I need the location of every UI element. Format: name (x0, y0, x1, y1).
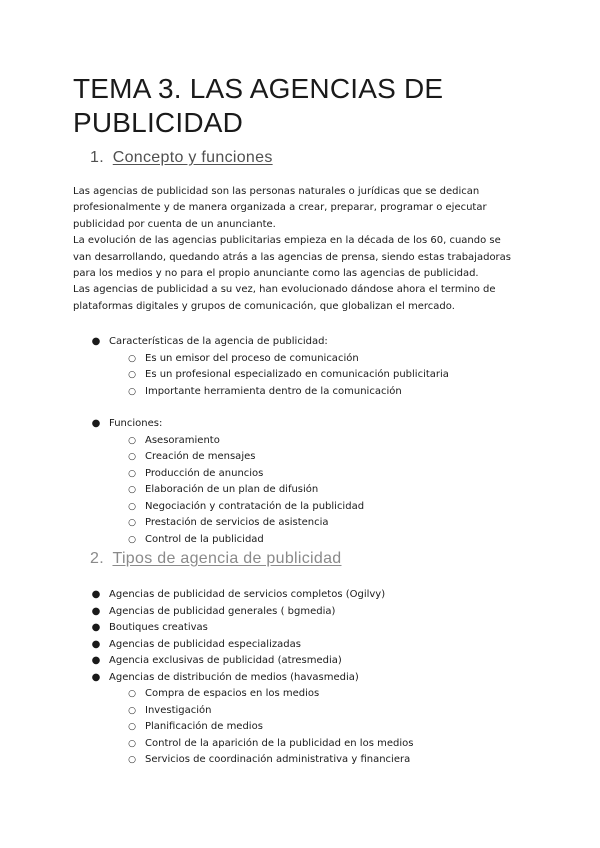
list-item (128, 686, 413, 703)
bullet-icon: ● (91, 655, 101, 666)
hollow-bullet-icon: ○ (128, 501, 136, 512)
intro-text (73, 184, 511, 315)
list-item (91, 416, 364, 433)
bullet-icon: ● (91, 336, 101, 347)
list-item-label: Producción de anuncios (145, 467, 264, 479)
hollow-bullet-icon: ○ (128, 370, 136, 380)
list-item-label: Control de la aparición de la publicidad en los medios (145, 737, 414, 749)
list-item-label: Boutiques creativas (109, 622, 208, 633)
list-item-label: Agencias de distribución de medios (havasmedia) (109, 671, 359, 683)
section-number: 1. (90, 149, 104, 166)
bullet-icon: ● (91, 605, 101, 617)
list-item-label: Funciones: (109, 418, 163, 429)
list-item-label: Agencias de publicidad generales ( bgmedia) (109, 605, 336, 617)
hollow-bullet-icon: ○ (128, 435, 136, 446)
list-item-label: Creación de mensajes (145, 451, 256, 462)
hollow-bullet-icon: ○ (128, 386, 136, 397)
list-item (91, 653, 413, 670)
list-item (128, 752, 413, 769)
list-item-label: Asesoramiento (145, 434, 220, 446)
list-item-label: Es un emisor del proceso de comunicación (145, 352, 359, 364)
bullet-icon: ● (91, 638, 101, 650)
list-item (91, 334, 449, 351)
hollow-bullet-icon: ○ (128, 452, 136, 462)
list-item (128, 703, 413, 720)
list-item (128, 736, 414, 753)
list-item-label: Agencias de publicidad especializadas (109, 638, 301, 650)
list-item-label: Agencias de publicidad de servicios completos (Ogilvy) (109, 589, 386, 600)
hollow-bullet-icon: ○ (128, 738, 136, 749)
list-item (91, 587, 413, 604)
distribucion-sublist (109, 686, 413, 769)
hollow-bullet-icon: ○ (128, 485, 136, 495)
section-heading-1 (90, 148, 273, 168)
list-item (128, 719, 413, 736)
hollow-bullet-icon: ○ (128, 534, 136, 545)
list-item (91, 604, 413, 621)
funciones-sublist (109, 433, 364, 549)
bullet-icon: ● (91, 622, 101, 633)
list-item (91, 620, 413, 637)
list-item (91, 637, 413, 654)
list-item-label: Es un profesional especializado en comunicación publicitaria (145, 369, 449, 380)
list-item-label: Prestación de servicios de asistencia (145, 517, 329, 528)
list-item-label: Servicios de coordinación administrativa y financiera (145, 754, 411, 765)
list-item (128, 499, 365, 516)
page-title: TEMA 3. LAS AGENCIAS DE PUBLICIDAD (73, 73, 444, 138)
hollow-bullet-icon: ○ (128, 518, 136, 528)
list-item (128, 482, 364, 499)
list-item-label: Importante herramienta dentro de la comunicación (145, 385, 402, 397)
list-item-label: Investigación (145, 704, 212, 716)
intro-paragraph: Las agencias de publicidad a su vez, han evolucionado dándose ahora el termino de plataformas digitales y grupos de comunicación, que globalizan el mercado. (73, 284, 496, 312)
funciones-list (91, 416, 365, 548)
bullet-icon: ● (91, 589, 101, 600)
section-title: Concepto y funciones (112, 149, 273, 166)
list-item-label: Características de la agencia de publicidad: (109, 336, 328, 347)
list-item (128, 384, 449, 401)
section-heading-2 (90, 549, 341, 569)
section-title: Tipos de agencia de publicidad (112, 550, 342, 567)
hollow-bullet-icon: ○ (128, 722, 136, 732)
hollow-bullet-icon: ○ (128, 689, 136, 699)
list-item (128, 515, 364, 532)
list-item (128, 532, 364, 549)
list-item-label: Planificación de medios (145, 721, 263, 732)
tipos-list (91, 587, 414, 769)
intro-paragraph: Las agencias de publicidad son las personas naturales o jurídicas que se dedican profesionalmente y de manera organizada a crear, preparar, programar o ejecutar publicidad por cuenta de un anunciante. (73, 186, 487, 230)
bullet-icon: ● (91, 671, 101, 683)
caracteristicas-list (91, 334, 449, 400)
hollow-bullet-icon: ○ (128, 353, 136, 364)
bullet-icon: ● (91, 418, 101, 429)
hollow-bullet-icon: ○ (128, 755, 136, 765)
list-item (128, 367, 449, 384)
list-item (91, 670, 413, 687)
caracteristicas-sublist (109, 351, 449, 401)
hollow-bullet-icon: ○ (128, 705, 136, 716)
list-item (128, 351, 449, 368)
list-item-label: Negociación y contratación de la publicidad (145, 500, 365, 512)
intro-paragraph: La evolución de las agencias publicitarias empieza en la década de los 60, cuando se van desarrollando, quedando atrás a las agencias de prensa, siendo estas trabajadoras para los medios y no para el propio anunciante como las agencias de publicidad. (73, 235, 512, 280)
list-item (128, 466, 364, 483)
hollow-bullet-icon: ○ (128, 468, 136, 479)
list-item-label: Compra de espacios en los medios (145, 688, 320, 699)
list-item-label: Elaboración de un plan de difusión (145, 484, 319, 495)
list-item-label: Control de la publicidad (145, 533, 264, 545)
list-item (128, 433, 364, 450)
section-number: 2. (90, 550, 104, 567)
list-item (128, 449, 364, 466)
list-item-label: Agencia exclusivas de publicidad (atresmedia) (109, 655, 342, 666)
